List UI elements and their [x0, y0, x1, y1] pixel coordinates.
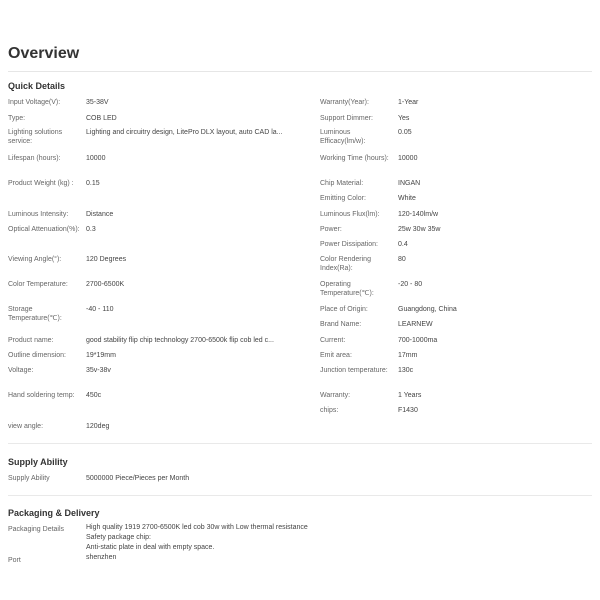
spec-value: 25w 30w 35w [398, 226, 441, 233]
spec-label: Working Time (hours): [320, 155, 389, 162]
spec-value: 10000 [398, 155, 418, 162]
spec-label: Warranty(Year): [320, 99, 369, 106]
spec-value: 0.3 [86, 226, 96, 233]
packaging-line: Anti-static plate in deal with empty space. [86, 544, 215, 551]
quick-details-left-column [8, 98, 308, 438]
spec-label: Place of Origin: [320, 306, 368, 313]
packaging-line: High quality 1919 2700-6500K led cob 30w with Low thermal resistance [86, 524, 308, 531]
spec-value: 450c [86, 392, 102, 399]
spec-label: view angle: [8, 423, 44, 430]
spec-value: 0.05 [398, 129, 412, 136]
spec-value: -40 - 110 [86, 306, 114, 313]
spec-value: 35v-38v [86, 367, 111, 374]
spec-value: good stability flip chip technology 2700-6500k flip cob led c... [86, 337, 274, 344]
spec-label: Optical Attenuation(%): [8, 226, 80, 233]
spec-label: Outline dimension: [8, 352, 66, 359]
spec-label: Color Temperature: [8, 281, 68, 288]
spec-label: Power Dissipation: [320, 241, 378, 248]
spec-label: Storage Temperature(℃): [8, 306, 62, 322]
spec-value: F1430 [398, 407, 418, 414]
spec-label: Voltage: [8, 367, 34, 374]
spec-label: Operating Temperature(℃): [320, 281, 374, 297]
spec-value: 1 Years [398, 392, 422, 399]
spec-value: 700-1000ma [398, 337, 438, 344]
spec-value: 10000 [86, 155, 106, 162]
spec-label: Packaging Details [8, 526, 65, 533]
packaging-line: Safety package chip: [86, 534, 151, 541]
spec-label: Luminous Intensity: [8, 211, 69, 218]
spec-value: 19*19mm [86, 352, 116, 359]
spec-label: Input Voltage(V): [8, 99, 61, 106]
packaging-details-row [8, 523, 508, 555]
spec-label: Emit area: [320, 352, 352, 359]
spec-label: chips: [320, 407, 339, 414]
spec-label: Lifespan (hours): [8, 155, 61, 162]
spec-value: 2700-6500K [86, 281, 125, 288]
spec-value: Distance [86, 211, 114, 218]
spec-value: White [398, 195, 416, 202]
spec-value: 120-140lm/w [398, 211, 439, 218]
spec-value: Guangdong, China [398, 306, 457, 313]
spec-label: Luminous Efficacy(lm/w): [320, 129, 366, 145]
spec-label: Lighting solutions service: [8, 129, 63, 145]
spec-value: 17mm [398, 352, 418, 359]
spec-label: Junction temperature: [320, 367, 388, 374]
spec-label: Product name: [8, 337, 54, 344]
supply-ability-title: Supply Ability [8, 457, 68, 467]
overview-title: Overview [8, 45, 80, 62]
spec-label: Current: [320, 337, 346, 344]
divider [8, 495, 592, 496]
spec-value: INGAN [398, 180, 421, 187]
spec-label: Emitting Color: [320, 195, 366, 202]
spec-value: 120 Degrees [86, 256, 127, 263]
spec-value: 130c [398, 367, 414, 374]
quick-details-right-column [320, 98, 596, 428]
spec-value: 120deg [86, 423, 110, 430]
spec-label: Supply Ability [8, 475, 50, 482]
spec-value: -20 - 80 [398, 281, 423, 288]
spec-label: Brand Name: [320, 321, 362, 328]
spec-label: Chip Material: [320, 180, 364, 187]
spec-label: Hand soldering temp: [8, 392, 75, 399]
spec-value: Lighting and circuitry design, LitePro DLX layout, auto CAD la... [86, 129, 283, 136]
spec-value: COB LED [86, 115, 117, 122]
port-row [8, 554, 508, 564]
spec-label: Viewing Angle(°): [8, 256, 62, 263]
spec-value: Yes [398, 115, 410, 122]
spec-label: Product Weight (kg) : [8, 180, 74, 187]
spec-label: Support Dimmer: [320, 115, 373, 122]
supply-ability-row [8, 474, 508, 484]
spec-value: LEARNEW [398, 321, 433, 328]
spec-label: Power: [320, 226, 342, 233]
spec-label: Type: [8, 115, 26, 122]
spec-value [86, 523, 486, 553]
spec-value: 1-Year [398, 99, 419, 106]
spec-label: Warranty: [320, 392, 351, 399]
spec-value: 5000000 Piece/Pieces per Month [86, 475, 190, 482]
divider [8, 443, 592, 444]
divider [8, 71, 592, 72]
packaging-delivery-title: Packaging & Delivery [8, 508, 100, 518]
spec-label: Luminous Flux(lm): [320, 211, 380, 218]
spec-value: 0.4 [398, 241, 408, 248]
spec-value: 80 [398, 256, 406, 263]
spec-value: shenzhen [86, 554, 117, 561]
spec-label: Port [8, 557, 21, 564]
spec-value: 0.15 [86, 180, 100, 187]
spec-value: 35-38V [86, 99, 109, 106]
quick-details-title: Quick Details [8, 81, 66, 91]
spec-label: Color Rendering Index(Ra): [320, 256, 371, 272]
